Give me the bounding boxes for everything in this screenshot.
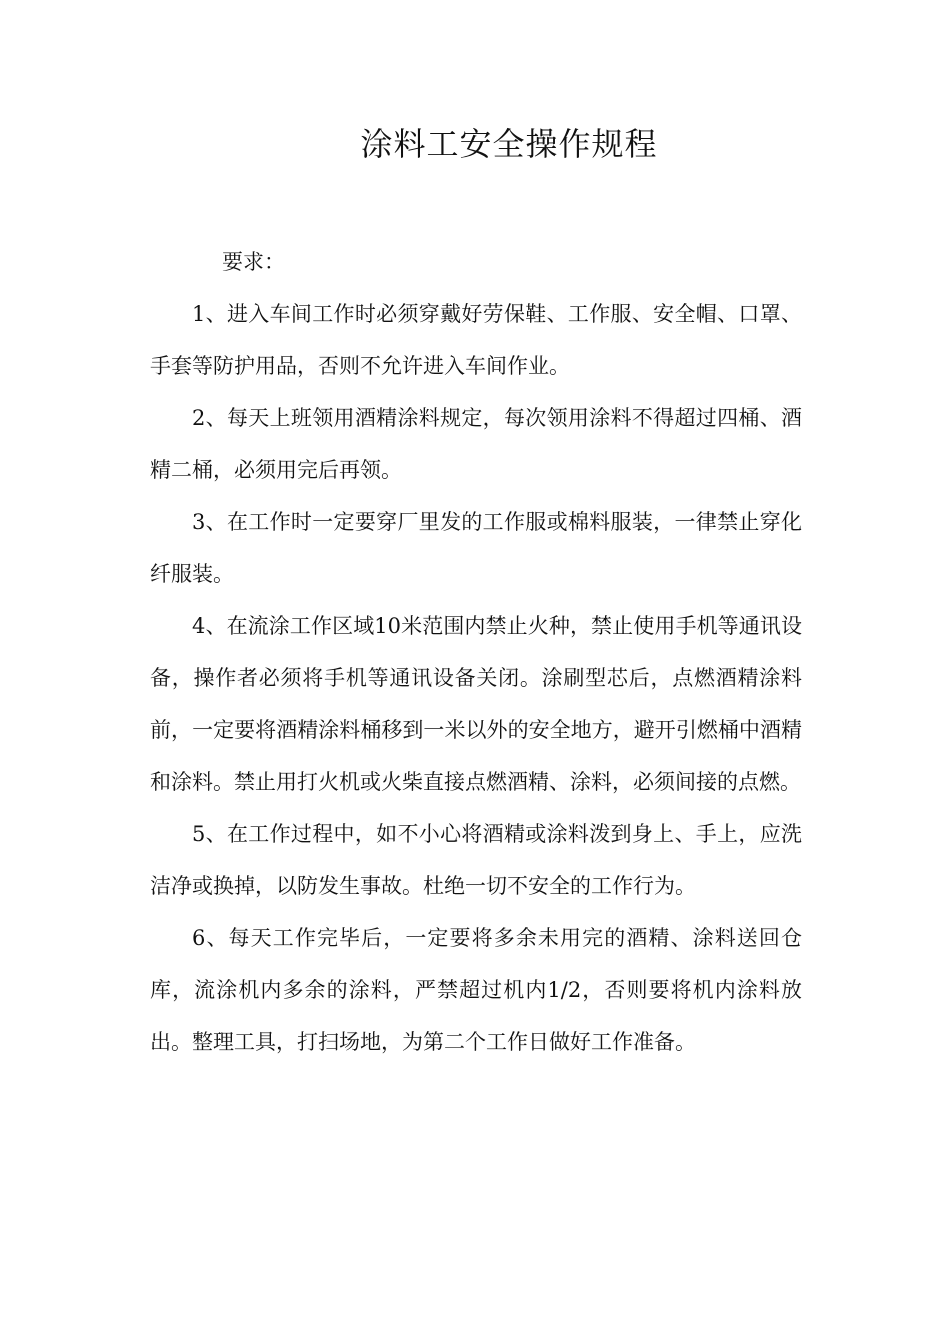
rule-item-1: 1、进入车间工作时必须穿戴好劳保鞋、工作服、安全帽、口罩、手套等防护用品，否则不允许进入车间作业。 — [150, 302, 802, 378]
rule-item-5: 5、在工作过程中，如不小心将酒精或涂料泼到身上、手上，应洗洁净或换掉，以防发生事故。杜绝一切不安全的工作行为。 — [150, 822, 802, 898]
rule-item-6: 6、每天工作完毕后，一定要将多余未用完的酒精、涂料送回仓库，流涂机内多余的涂料，严禁超过机内1/2，否则要将机内涂料放出。整理工具，打扫场地，为第二个工作日做好工作准备。 — [150, 926, 802, 1054]
rule-item-3: 3、在工作时一定要穿厂里发的工作服或棉料服装，一律禁止穿化纤服装。 — [150, 510, 802, 586]
rule-item-4: 4、在流涂工作区域10米范围内禁止火种，禁止使用手机等通讯设备，操作者必须将手机等通讯设备关闭。涂刷型芯后，点燃酒精涂料前，一定要将酒精涂料桶移到一米以外的安全地方，避开引燃桶中酒精和涂料。禁止用打火机或火柴直接点燃酒精、涂料，必须间接的点燃。 — [150, 614, 802, 794]
document-body — [150, 236, 802, 1068]
requirements-label: 要求： — [222, 250, 285, 274]
document-title: 涂料工安全操作规程 — [360, 125, 658, 163]
rule-item-2: 2、每天上班领用酒精涂料规定，每次领用涂料不得超过四桶、酒精二桶，必须用完后再领。 — [150, 406, 802, 482]
